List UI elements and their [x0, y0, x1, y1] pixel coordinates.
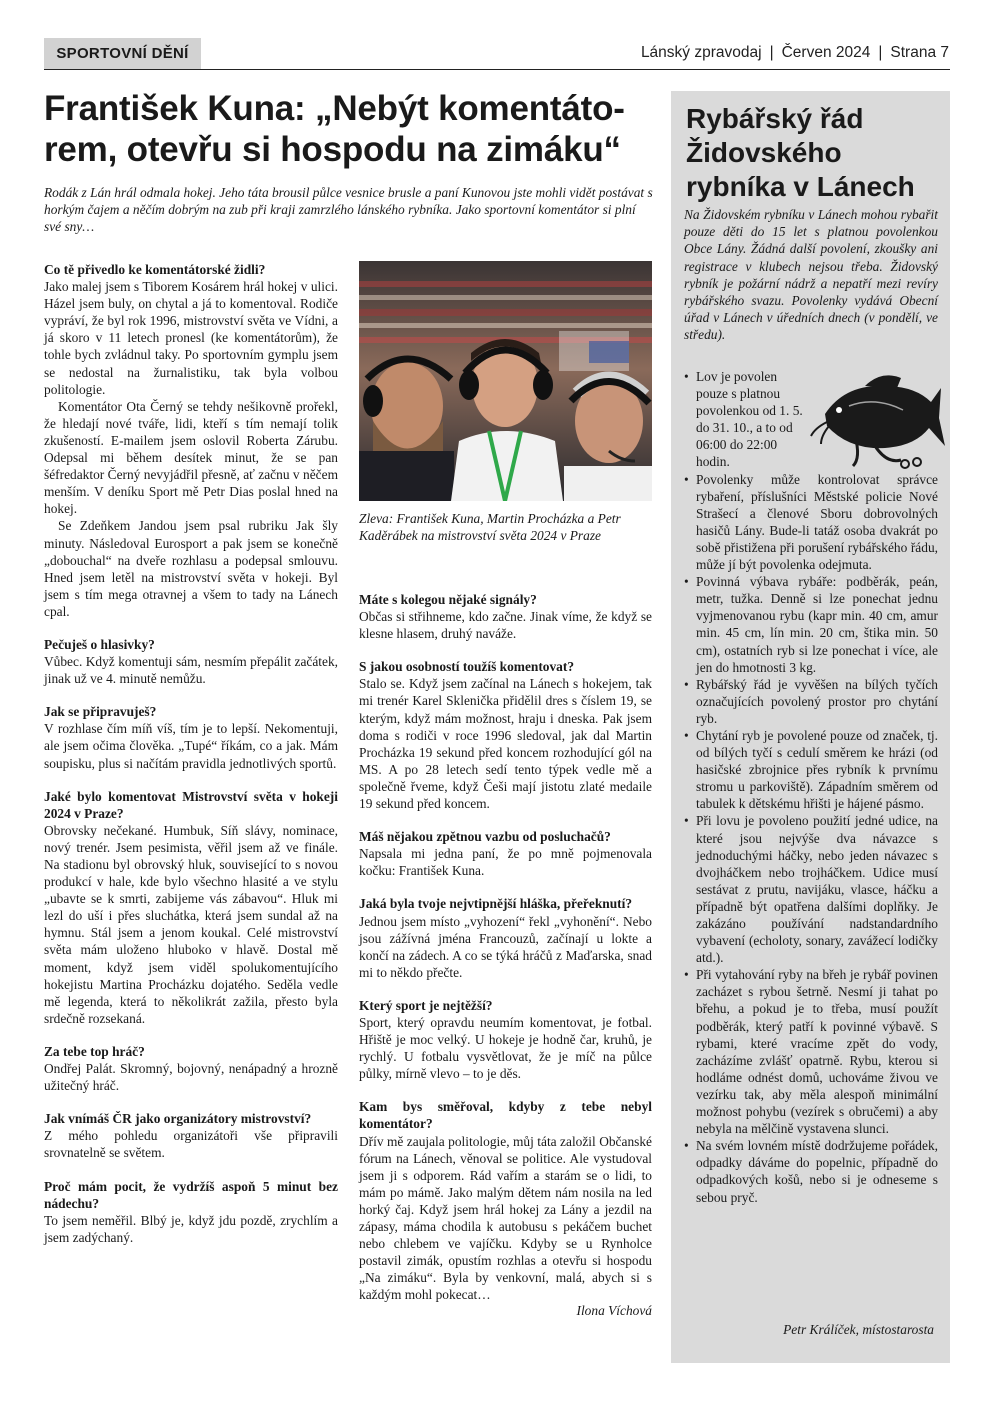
article-title: František Kuna: „Nebýt komentátorem, otevřu si hospodu na zimáku“ [44, 89, 625, 169]
qa-block [359, 591, 652, 642]
qa-block [44, 788, 338, 1027]
rule-item: • Při vytahování ryby na břeh je rybář povinen zacházet s rybou šetrně. Nesmí ji tahat po břehu, a pokud je to třeba, musí použít podběrák, který patří k povinné výbavě. S rybami, které vracíme zpět do vody, zacházíme zvlášť opatrně. Rybu, kterou si hodláme odnést domů, uchováme živou ve vezírku tak, aby měla alespoň minimální možnost pohybu (vezírek s obručemi) a aby nebyla na mělčině vystavena slunci. [684, 966, 938, 1137]
question-heading: Pečuješ o hlasivky? [44, 636, 155, 652]
question-heading: Jak vnímáš ČR jako organizátory mistrovství? [44, 1111, 312, 1127]
question-heading: S jakou osobností toužíš komentovat? [359, 659, 575, 675]
qa-block [44, 1178, 338, 1246]
qa-block [44, 1110, 338, 1161]
qa-block [359, 895, 652, 980]
rule-item: • Lov je povolen pouze s platnou povolenkou od 1. 5. do 31. 10., a to od 06:00 do 22:00 hodin. [684, 368, 808, 471]
question-heading: Jaké bylo komentovat Mistrovství světa v hokeji 2024 v Praze? [44, 788, 338, 821]
answer-paragraph: Stalo se. Když jsem začínal na Lánech s hokejem, tak mi trenér Karel Sklenička přidělil dres s číslem 19, se kterým, když mám možnost, hraju i dneska. Pak jsem doma s rodiči v roce 1996 sledoval, jak dal Martin Procházka 19 sekund před koncem rozhodující gól na MS. A po 28 letech sedí tento týpek vedle mě a společně řveme, když Češi mají jistotu zlaté medaile 19 sekund před koncem. [359, 676, 652, 812]
article-photo [359, 261, 652, 501]
page-number: Strana 7 [890, 44, 949, 61]
answer-paragraph: Ondřej Palát. Skromný, bojovný, nenápadný a hrozně užitečný hráč. [44, 1061, 338, 1094]
qa-block [359, 997, 652, 1082]
question-heading: Máš nějakou zpětnou vazbu od posluchačů? [359, 829, 611, 845]
qa-block [44, 261, 338, 620]
answer-paragraph: Vůbec. Když komentuji sám, nesmím přepálit začátek, jinak už ve 4. minutě nemůžu. [44, 654, 338, 687]
rule-item: • Při lovu je povoleno použití jedné udice, na které jsou nejvýše dva návazce s jednoduchými háčky, nebo jeden návazec s dvojháčkem nebo trojháčkem. Udice musí sestávat z prutu, navijáku, vlasce, háčku a případně být opatřena dalšími doplňky. Je zakázáno používání nadstandardního vybavení (echoloty, sonary, zavážecí lodičky atd.). [684, 812, 938, 966]
publication-name: Lánský zpravodaj [640, 44, 762, 61]
fish-illustration [805, 366, 945, 476]
question-heading: Za tebe top hráč? [44, 1043, 145, 1059]
sidebar-lead: Na Židovském rybníku v Lánech mohou rybařit pouze děti do 15 let s platnou povolenkou Obce Lány. Žádná další povolení, zkoušky ani registrace v klubech nejsou třeba. Židovský rybník je požární nádrž a nepatří mezi revíry rybářského svazu. Povolenky vydává Obecní úřad v Lánech v úředních dnech (v pondělí, ve středu). [684, 207, 938, 343]
question-heading: Jak se připravuješ? [44, 704, 157, 720]
answer-paragraph: To jsem neměřil. Blbý je, když jdu pozdě, zrychlím a jsem zadýchaný. [44, 1212, 338, 1245]
article-lead: Rodák z Lán hrál odmala hokej. Jeho táta brousil půlce vesnice brusle a paní Kunovou jste mohli vidět postávat s horkým čajem a něčím dobrým na zub při kraji zamrzlého lánského rybníka. Jako sportovní komentátor si plní své sny… [44, 185, 653, 235]
rule-item: • Na svém lovném místě dodržujeme pořádek, odpadky dáváme do popelnic, případně do odpadkových košů, nebo si je odneseme s sebou pryč. [684, 1137, 938, 1205]
answer-paragraph: Dřív mě zaujala politologie, můj táta založil Občanské fórum na Lánech, věnoval se politice. Ale vystudoval jsem ji s odporem. Rád vařím a starám se o lidi, to mám po mámě. Jako malým dětem nám nosila na led horký čaj. Když jsem hrál hokej za Lány a jezdil na zápasy, máma chodila k autobusu s pekáčem buchet nebo chlebem ve vajíčku. Kdyby se u Rynholce postavil zimák, opustím rozhlas a otevřu si hospodu „Na zimáku“. Byla by venkovní, malá, abych si s každým mohl pokecat… [359, 1133, 652, 1303]
answer-paragraph: Občas si střihneme, kdo začne. Jinak víme, že když se klesne hlasem, druhý naváže. [359, 609, 652, 642]
qa-block [44, 1043, 338, 1094]
photo-caption: Zleva: František Kuna, Martin Procházka a Petr Kaděrábek na mistrovství světa 2024 v Praze [359, 511, 621, 544]
rule-item: • Chytání ryb je povolené pouze od značek, tj. od bílých tyčí s cedulí směrem ke hrázi (od hasičské zbrojnice přes rybník k prvnímu stromu u parkoviště). Západním směrem od tabulek k dětskému hřišti je hájené pásmo. [684, 727, 938, 812]
header-meta: Lánský zpravodaj | Červen 2024 | Strana 7 [640, 44, 949, 61]
qa-block [44, 703, 338, 771]
rule-item: • Rybářský řád je vyvěšen na bílých tyčích označujících povolený prostor pro chytání ryb. [684, 676, 938, 727]
article-column-1 [44, 261, 338, 1262]
issue-date: Červen 2024 [781, 44, 871, 61]
rule-item: • Povolenky může kontrolovat správce rybaření, příslušníci Městské policie Nové Strašecí a členové Sboru dobrovolných hasičů Lány. Bude-li tatáž osoba dvakrát po sobě přistižena při porušení rybářského řádu, může jí být povolenka odejmuta. [684, 471, 938, 574]
question-heading: Který sport je nejtěžší? [359, 997, 493, 1013]
article-author: Ilona Víchová [576, 1303, 652, 1319]
sidebar-author: Petr Králíček, místostarosta [783, 1322, 934, 1337]
answer-paragraph: Jako malej jsem s Tiborem Kosárem hrál hokej v ulici. Házel jsem buly, on chytal a já to komentoval. Rodiče vypráví, že byl rok 1996, mistrovství světa ve Vídni, a já skoro v 11 letech pronesl (ke komentátorům), že tohle bych zvládnul taky. Po sportovním gymplu jsem se nedostal na žurnalistiku, tak byla volbou politologie. [44, 279, 338, 397]
answer-paragraph: V rozhlase čím míň víš, tím je to lepší. Nekomentuji, ale jsem očima člověka. „Tupé“ říkám, co a jak. Mám soupisku, plus si načítám pravidla jednotlivých sportů. [44, 721, 338, 771]
question-heading: Co tě přivedlo ke komentátorské židli? [44, 262, 266, 277]
qa-block [359, 1098, 652, 1303]
answer-paragraph: Z mého pohledu organizátoři vše připravili srovnatelně se světem. [44, 1128, 338, 1161]
answer-paragraph: Sport, který opravdu neumím komentovat, je fotbal. Hřiště je moc velký. U hokeje je hodně čar, kruhů, je rychlý. U fotbalu vysvětlovat, že je míč na půlce půlky, mírně vlevo – to je děs. [359, 1014, 652, 1082]
answer-paragraph: Obrovsky nečekané. Humbuk, Síň slávy, nominace, nový trenér. Jsem pesimista, věřil jsem až ve finále. Na stadionu byl obrovský hluk, související to s novou produkcí v hale, kde bylo všechno hlasité a ve stylu „ubavte se k smrti, zabijeme vás zábavou“. Hluk mi lezl do uší i přes sluchátka, která jsem sundal až na hymnu. Stál jsem a jenom koukal. Celé mistrovství světa mám uloženo hluboko v hlavě. Dostal mě moment, když jsem viděl spolukomentujícího hokejistu Martina Procházku dojatého. Seděla vedle mě legenda, která to několikrát zažila, přesto byla srdečně rozsekaná. [44, 822, 338, 1026]
header-divider [44, 69, 950, 70]
answer-paragraph: Se Zdeňkem Jandou jsem psal rubriku Jak šly minuty. Následoval Eurosport a pak jsem se konečně „dobouchal“ na dveře rozhlasu a podepsal smlouvu. Hned jsem letěl na mistrovství světa v hokeji. Byl jsem s tím mega otravnej a všem to tady na Lánech cpal. [44, 518, 338, 619]
section-tag: SPORTOVNÍ DĚNÍ [44, 38, 201, 70]
answer-paragraph: Komentátor Ota Černý se tehdy nešikovně prořekl, že hledají nové tváře, lidi, kteří s tím nemají tolik zkušeností. E-mailem jsem oslovil Roberta Zárubu. Odepsal mi během desítek minut, že se pan šéfredaktor Černý nevyjádřil přesně, ať začnu v něčem menším. V deníku Sport mě Petr Dias poslal hned na hokej. [44, 398, 338, 517]
fishing-rules-list [684, 368, 938, 1206]
answer-paragraph: Jednou jsem místo „vyhození“ řekl „vyhonění“. Nebo jsou zážívná jména Francouzů, začínají u lokte a končí na zádech. A co se týká hráčů z Maďarska, snad mi to někdo přečte. [359, 913, 652, 980]
qa-block [359, 828, 652, 879]
answer-paragraph: Napsala mi jedna paní, že po mně pojmenovala kočku: František Kuna. [359, 846, 652, 879]
question-heading: Kam bys směřoval, kdyby z tebe nebyl komentátor? [359, 1099, 652, 1132]
article-column-2 [359, 591, 652, 1320]
sidebar-title: Rybářský řád Židovského rybníka v Lánech [686, 103, 915, 202]
question-heading: Proč mám pocit, že vydržíš aspoň 5 minut bez nádechu? [44, 1178, 338, 1211]
question-heading: Jaká byla tvoje nejvtipnější hláška, přeřeknutí? [359, 896, 633, 912]
qa-block [44, 636, 338, 687]
question-heading: Máte s kolegou nějaké signály? [359, 592, 537, 607]
rule-item: • Povinná výbava rybáře: podběrák, peán, metr, tužka. Denně si lze ponechat jednu vyjmenovanou rybu (kapr min. 40 cm, amur min. 45 cm, lín min. 20 cm, štika min. 50 cm), ostatních ryb si lze ponechat i více, ale jen do hmotnosti 3 kg. [684, 573, 938, 676]
qa-block [359, 658, 652, 812]
